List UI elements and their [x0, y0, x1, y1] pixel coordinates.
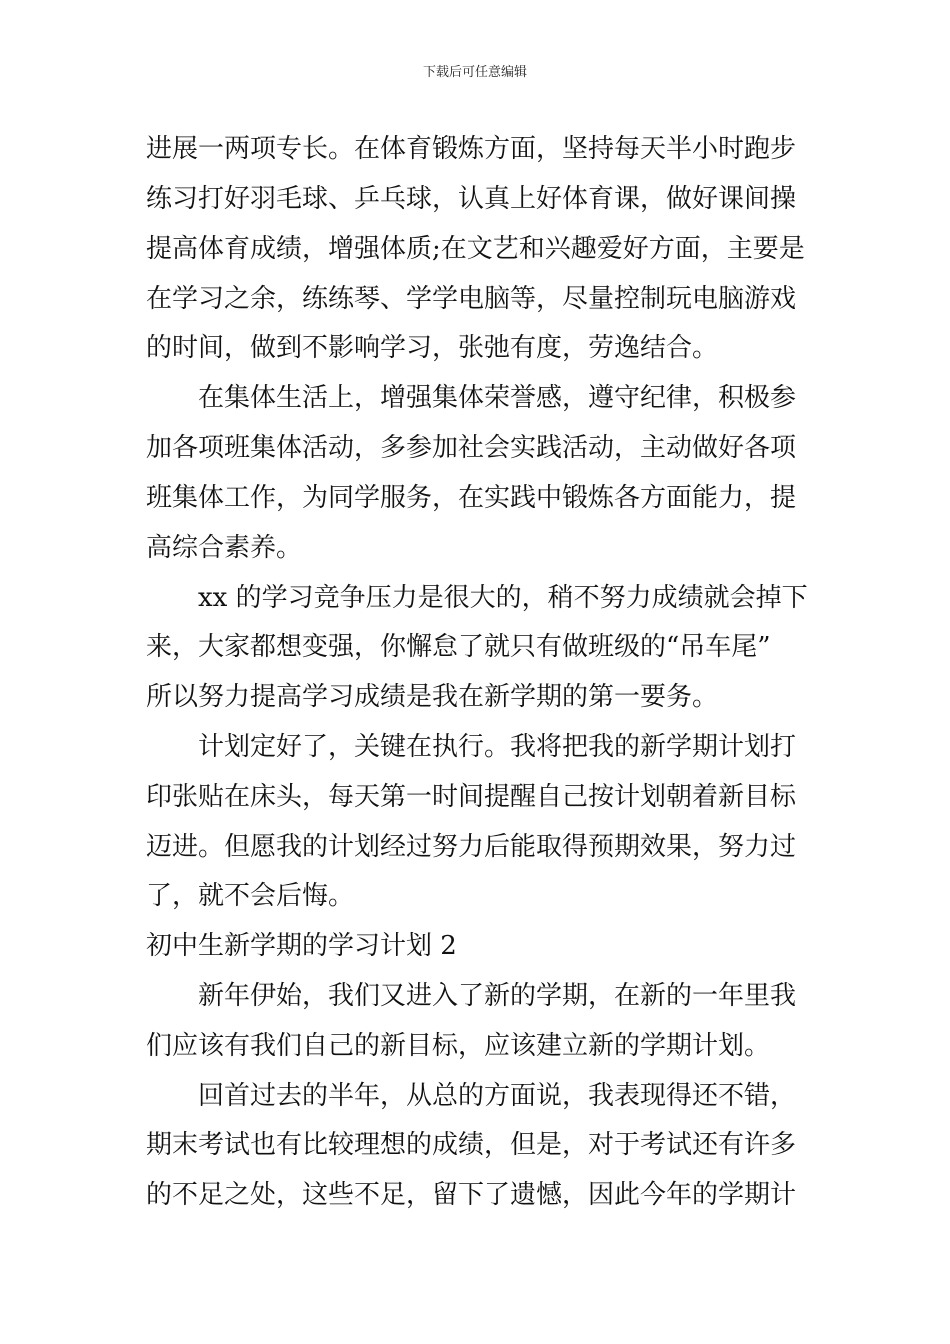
body-line: 班集体工作，为同学服务，在实践中锻炼各方面能力，提: [146, 483, 797, 513]
body-line: 期末考试也有比较理想的成绩，但是，对于考试还有许多: [146, 1130, 797, 1160]
section-heading: 初中生新学期的学习计划 2: [146, 931, 457, 961]
body-line: 所以努力提高学习成绩是我在新学期的第一要务。: [146, 682, 719, 712]
body-line: 练习打好羽毛球、乒乓球，认真上好体育课，做好课间操: [146, 184, 797, 214]
body-line: 的时间，做到不影响学习，张弛有度，劳逸结合。: [146, 333, 719, 363]
body-line: 计划定好了，关键在执行。我将把我的新学期计划打: [198, 732, 797, 762]
body-line: 印张贴在床头，每天第一时间提醒自己按计划朝着新目标: [146, 782, 797, 812]
body-line: 了，就不会后悔。: [146, 881, 355, 911]
body-line: 们应该有我们自己的新目标，应该建立新的学期计划。: [146, 1031, 771, 1061]
body-line: xx 的学习竞争压力是很大的，稍不努力成绩就会掉下: [198, 583, 808, 613]
body-line: 新年伊始，我们又进入了新的学期，在新的一年里我: [198, 981, 797, 1011]
body-line: 加各项班集体活动，多参加社会实践活动，主动做好各项: [146, 433, 797, 463]
body-line: 在集体生活上，增强集体荣誉感，遵守纪律，积极参: [198, 383, 797, 413]
body-line: 进展一两项专长。在体育锻炼方面，坚持每天半小时跑步: [146, 134, 797, 164]
body-line: 回首过去的半年，从总的方面说，我表现得还不错，: [198, 1081, 797, 1111]
body-line: 来，大家都想变强，你懈怠了就只有做班级的“吊车尾”: [146, 632, 771, 662]
body-line: 高综合素养。: [146, 533, 303, 563]
page-header: 下载后可任意编辑: [422, 65, 527, 80]
body-line: 迈进。但愿我的计划经过努力后能取得预期效果，努力过: [146, 832, 797, 862]
body-line: 提高体育成绩，增强体质;在文艺和兴趣爱好方面，主要是: [146, 234, 805, 264]
body-line: 在学习之余，练练琴、学学电脑等，尽量控制玩电脑游戏: [146, 284, 797, 314]
body-line: 的不足之处，这些不足，留下了遗憾，因此今年的学期计: [146, 1180, 797, 1210]
